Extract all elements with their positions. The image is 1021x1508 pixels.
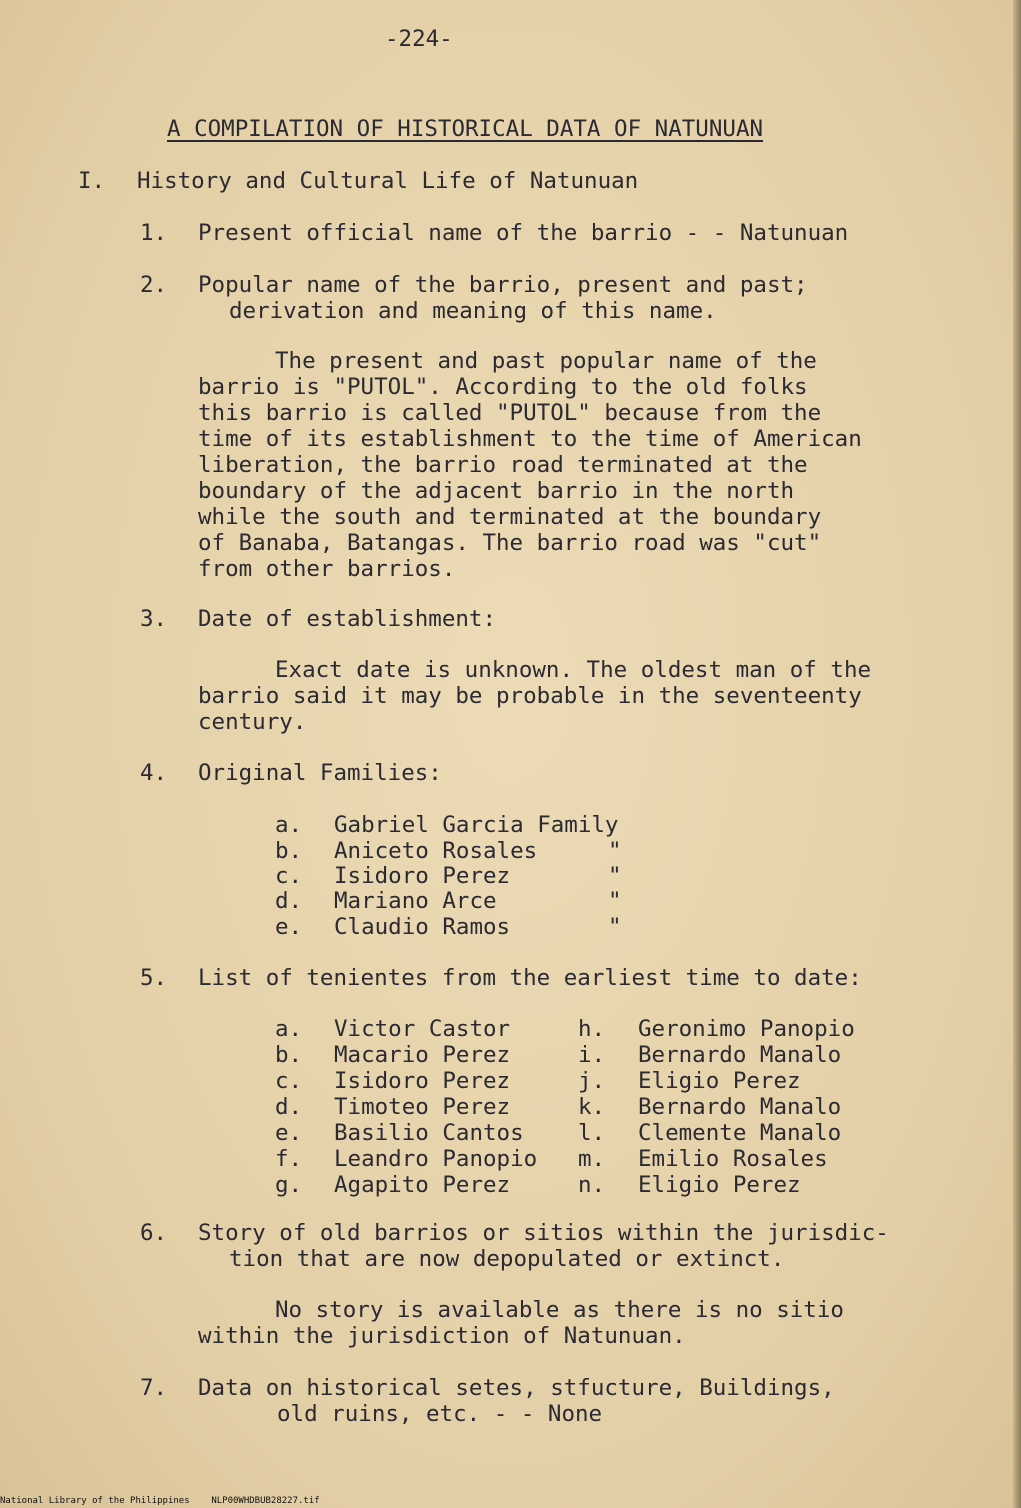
teniente-letter: i. [578,1042,606,1068]
teniente-letter: h. [578,1016,606,1042]
teniente-letter: a. [275,1016,303,1042]
paragraph-line: century. [198,709,307,735]
item-text: Original Families: [198,760,442,786]
paragraph-line: barrio said it may be probable in the seventeenty [198,683,862,709]
item-number: 5. [140,965,168,991]
paragraph-line: time of its establishment to the time of American [198,426,862,452]
teniente-letter: n. [578,1172,606,1198]
family-letter: e. [275,914,303,940]
item-number: 4. [140,760,168,786]
teniente-name: Geronimo Panopio [638,1016,855,1042]
teniente-letter: b. [275,1042,303,1068]
paragraph-line: while the south and terminated at the boundary [198,504,822,530]
teniente-name: Agapito Perez [334,1172,511,1198]
teniente-name: Bernardo Manalo [638,1094,842,1120]
item-text: Story of old barrios or sitios within the jurisdic- [198,1220,889,1246]
ditto-mark: " [608,888,622,914]
section-numeral: I. [78,168,106,194]
family-name: Aniceto Rosales [334,838,538,864]
item-text: Date of establishment: [198,606,497,632]
page-number: -224- [385,26,453,52]
paragraph-line: this barrio is called "PUTOL" because from the [198,400,822,426]
family-letter: a. [275,812,303,838]
teniente-name: Emilio Rosales [638,1146,828,1172]
family-letter: d. [275,888,303,914]
page-edge [1013,0,1021,1508]
item-text: Data on historical setes, stfucture, Buildings, [198,1375,835,1401]
teniente-name: Basilio Cantos [334,1120,524,1146]
ditto-mark: " [608,838,622,864]
teniente-name: Bernardo Manalo [638,1042,842,1068]
ditto-mark: " [608,914,622,940]
teniente-name: Clemente Manalo [638,1120,842,1146]
paragraph-line: from other barrios. [198,556,456,582]
paragraph-line: liberation, the barrio road terminated at the [198,452,808,478]
family-letter: b. [275,838,303,864]
family-name: Claudio Ramos [334,914,511,940]
teniente-letter: l. [578,1120,606,1146]
item-number: 1. [140,220,168,246]
item-text-cont: derivation and meaning of this name. [229,298,717,324]
teniente-letter: e. [275,1120,303,1146]
paragraph-line: Exact date is unknown. The oldest man of the [275,657,872,683]
teniente-name: Leandro Panopio [334,1146,538,1172]
teniente-letter: k. [578,1094,606,1120]
paragraph-line: No story is available as there is no sitio [275,1297,844,1323]
teniente-letter: c. [275,1068,303,1094]
teniente-letter: j. [578,1068,606,1094]
family-name: Mariano Arce [334,888,497,914]
teniente-name: Eligio Perez [638,1172,801,1198]
item-number: 7. [140,1375,168,1401]
paragraph-line: The present and past popular name of the [275,348,817,374]
teniente-letter: g. [275,1172,303,1198]
paragraph-line: within the jurisdiction of Natunuan. [198,1323,686,1349]
teniente-letter: m. [578,1146,606,1172]
ditto-mark: " [608,863,622,889]
family-letter: c. [275,863,303,889]
paragraph-line: barrio is "PUTOL". According to the old folks [198,374,808,400]
paragraph-line: boundary of the adjacent barrio in the north [198,478,795,504]
item-number: 6. [140,1220,168,1246]
paragraph-line: of Banaba, Batangas. The barrio road was "cut" [198,530,822,556]
family-name: Gabriel Garcia Family [334,812,619,838]
item-text-cont: tion that are now depopulated or extinct. [229,1246,785,1272]
teniente-letter: f. [275,1146,303,1172]
teniente-name: Eligio Perez [638,1068,801,1094]
teniente-name: Macario Perez [334,1042,511,1068]
item-text: List of tenientes from the earliest time to date: [198,965,862,991]
section-heading: History and Cultural Life of Natunuan [137,168,639,194]
item-text-cont: old ruins, etc. - - None [277,1401,603,1427]
teniente-name: Victor Castor [334,1016,511,1042]
teniente-name: Timoteo Perez [334,1094,511,1120]
teniente-letter: d. [275,1094,303,1120]
teniente-name: Isidoro Perez [334,1068,511,1094]
item-text: Present official name of the barrio - - Natunuan [198,220,849,246]
family-name: Isidoro Perez [334,863,511,889]
item-text: Popular name of the barrio, present and past; [198,272,808,298]
document-title: A COMPILATION OF HISTORICAL DATA OF NATUNUAN [167,116,764,142]
item-number: 2. [140,272,168,298]
scan-footer: National Library of the Philippines NLP00WHDBUB28227.tif [0,1496,320,1506]
item-number: 3. [140,606,168,632]
